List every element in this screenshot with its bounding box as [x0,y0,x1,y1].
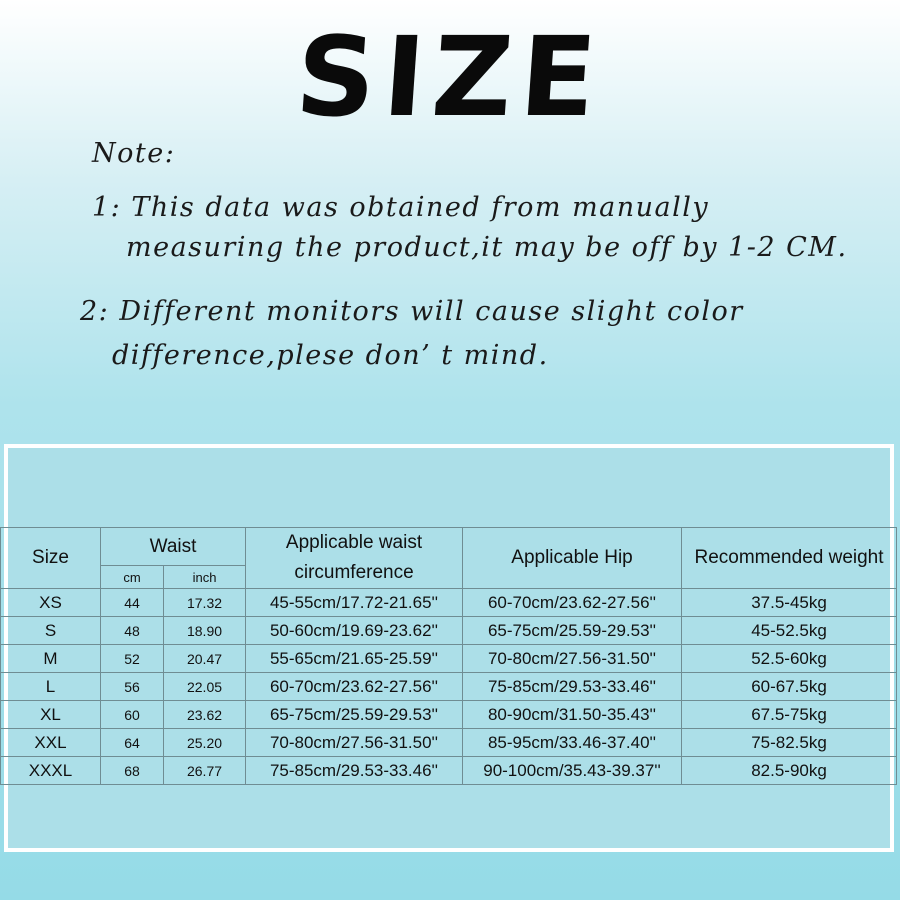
header-applicable-waist-line-1: Applicable waist [285,532,423,553]
cell-waist-circumference: 65-75cm/25.59-29.53'' [246,701,463,729]
cell-weight: 52.5-60kg [682,645,897,673]
cell-waist-circumference: 55-65cm/21.65-25.59'' [246,645,463,673]
cell-waist-inch: 26.77 [164,757,246,785]
cell-waist-cm: 64 [101,729,164,757]
cell-size: XXL [1,729,101,757]
header-applicable-waist-line-2: circumference [294,562,414,583]
cell-waist-cm: 48 [101,617,164,645]
cell-weight: 82.5-90kg [682,757,897,785]
header-waist-cm: cm [101,566,164,589]
note-1-line-1: 1: This data was obtained from manually [92,192,710,223]
cell-hip: 75-85cm/29.53-33.46'' [463,673,682,701]
cell-weight: 75-82.5kg [682,729,897,757]
cell-weight: 45-52.5kg [682,617,897,645]
cell-waist-cm: 44 [101,589,164,617]
cell-waist-circumference: 45-55cm/17.72-21.65'' [246,589,463,617]
table-header-row [1,528,897,566]
table-row-l [1,673,897,701]
cell-waist-circumference: 70-80cm/27.56-31.50'' [246,729,463,757]
table-row-xxl [1,729,897,757]
cell-waist-inch: 23.62 [164,701,246,729]
cell-size: M [1,645,101,673]
cell-hip: 65-75cm/25.59-29.53'' [463,617,682,645]
cell-waist-cm: 60 [101,701,164,729]
cell-waist-circumference: 75-85cm/29.53-33.46'' [246,757,463,785]
note-1-line-2: measuring the product,it may be off by 1-2 CM. [126,232,848,263]
cell-size: XXXL [1,757,101,785]
cell-waist-inch: 25.20 [164,729,246,757]
cell-hip: 90-100cm/35.43-39.37'' [463,757,682,785]
cell-waist-circumference: 50-60cm/19.69-23.62'' [246,617,463,645]
header-size: Size [1,528,101,589]
table-row-xl [1,701,897,729]
cell-waist-inch: 17.32 [164,589,246,617]
page-title: SIZE [291,13,609,141]
cell-waist-inch: 22.05 [164,673,246,701]
note-2-line-2: difference,plese don’ t mind. [112,340,549,371]
header-waist: Waist [101,528,246,566]
cell-hip: 85-95cm/33.46-37.40'' [463,729,682,757]
cell-weight: 60-67.5kg [682,673,897,701]
cell-size: S [1,617,101,645]
cell-waist-inch: 18.90 [164,617,246,645]
header-waist-inch: inch [164,566,246,589]
cell-size: XL [1,701,101,729]
cell-hip: 60-70cm/23.62-27.56'' [463,589,682,617]
table-row-xxxl [1,757,897,785]
note-heading: Note: [92,138,176,169]
header-recommended-weight: Recommended weight [682,528,897,589]
table-row-m [1,645,897,673]
size-chart-table [0,527,897,785]
cell-weight: 37.5-45kg [682,589,897,617]
cell-hip: 80-90cm/31.50-35.43'' [463,701,682,729]
table-row-xs [1,589,897,617]
cell-size: XS [1,589,101,617]
cell-waist-circumference: 60-70cm/23.62-27.56'' [246,673,463,701]
cell-waist-inch: 20.47 [164,645,246,673]
header-applicable-waist [246,528,463,589]
table-row-s [1,617,897,645]
header-applicable-hip: Applicable Hip [463,528,682,589]
note-2-line-1: 2: Different monitors will cause slight color [80,296,744,327]
cell-waist-cm: 68 [101,757,164,785]
cell-weight: 67.5-75kg [682,701,897,729]
cell-waist-cm: 56 [101,673,164,701]
cell-hip: 70-80cm/27.56-31.50'' [463,645,682,673]
cell-waist-cm: 52 [101,645,164,673]
cell-size: L [1,673,101,701]
